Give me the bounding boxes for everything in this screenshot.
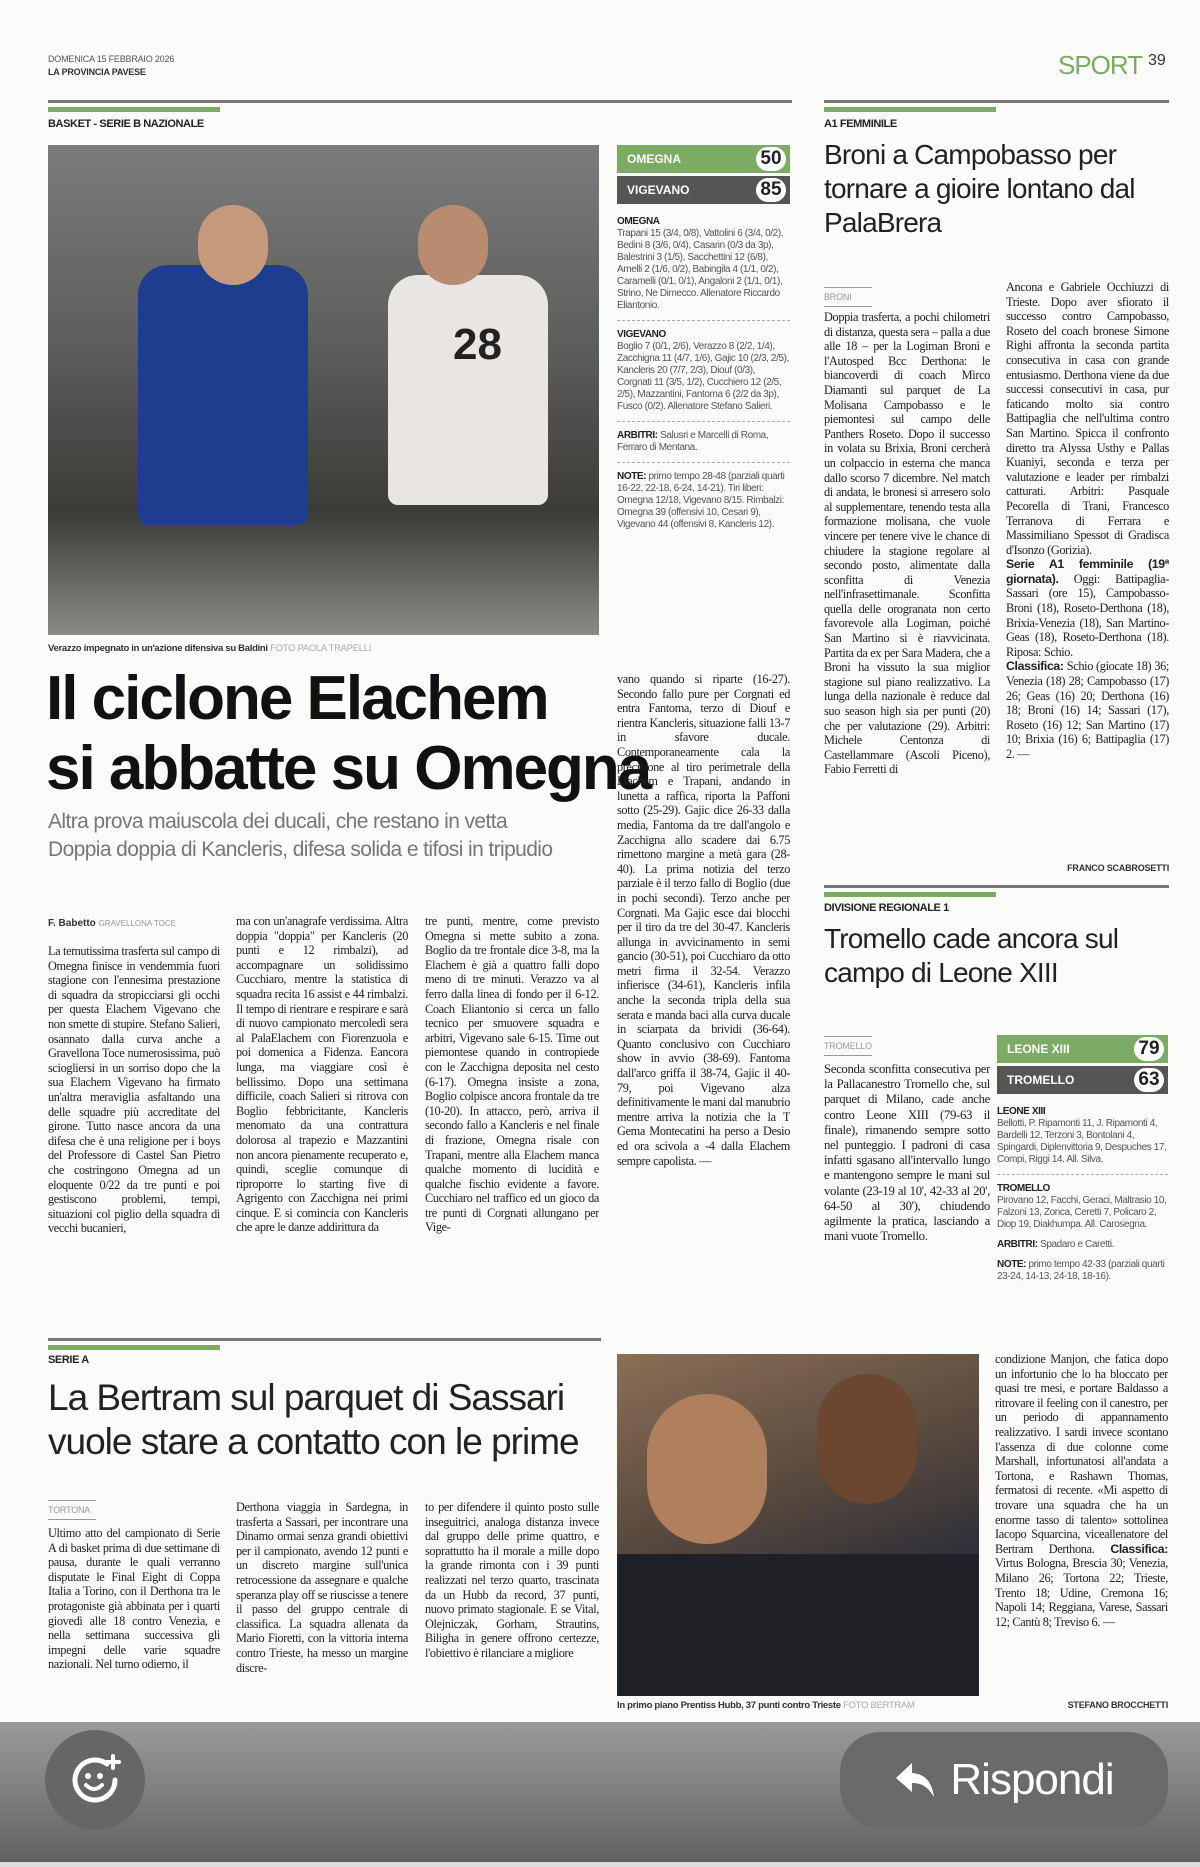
referees-text: Salusri e Marcelli di Roma, Ferraro di Mentana. <box>617 430 769 453</box>
schedule-label: Serie A1 femminile (19ª giornata). <box>1006 557 1169 586</box>
team-lineup: Bellotti, P. Ripamonti 11, J. Ripamonti 4, Bardelli 12, Terzoni 3, Bontolani 4, Spingardi, Diplenvittoria 9, Despuches 17, Compi, Riggi 14. All. Silva. <box>997 1118 1167 1165</box>
team-score: 50 <box>756 147 786 171</box>
photo-credit: FOTO PAOLA TRAPELLI <box>270 643 372 654</box>
player-head <box>418 205 488 285</box>
dateline: BRONI <box>824 287 872 307</box>
divider <box>48 100 792 103</box>
player-blue-jersey <box>138 265 308 525</box>
article-column: to per difendere il quinto posto sulle inseguitrici, analoga distanza invece dal gruppo delle prime quattro, e soprattutto ha il morale a mille dopo la grande rimonta con i 39 punti realizzati nel terzo quarto, trascinata da un Hubb da record, 37 punti, nuovo primato stagionale. E se Vital, Olejniczak, Gorham, Strautins, Biligha in genere offrono certezze, l'obiettivo è rilanciare a migliore <box>425 1500 599 1660</box>
signature: FRANCO SCABROSETTI <box>1067 863 1169 873</box>
divider <box>824 100 1169 103</box>
section-title: SPORT <box>1058 50 1143 80</box>
headline: Broni a Campobasso per tornare a gioire lontano dal PalaBrera <box>824 139 1135 238</box>
referees <box>997 1239 1168 1251</box>
team-heading: OMEGNA <box>617 216 660 227</box>
article-column: Derthona viaggia in Sardegna, in trasferta a Sassari, per incontrare una Dinamo ormai senza grandi obiettivi per il campionato, avendo 12 punti e un discreto margine sull'unica retrocessione da assegnare e qualche speranza play off se riuscisse a tenere il passo del gruppo centrale di classifica. La squadra allenata da Mario Fioretti, con la vittoria interna contro Trieste, ha messo un margine discre- <box>236 1500 408 1675</box>
team-name: OMEGNA <box>627 152 681 166</box>
jersey-number: 28 <box>453 320 502 369</box>
subheadline-line: Doppia doppia di Kancleris, difesa solida e tifosi in tripudio <box>48 838 553 861</box>
notes-text: primo tempo 42-33 (parziali quarti 23-24, 14-13, 24-18, 18-16). <box>997 1259 1165 1282</box>
scoreboard-home <box>617 145 790 173</box>
player-head <box>198 205 268 285</box>
article-column: tre punti, mentre, come previsto Omegna si mette subito a zona. Boglio da tre frontale dice 3-8, ma la Elachem è già a quattro falli dopo meno di tre minuti. Verazzo va al ferro dalla linea di fondo per il 6-12. Coach Eliantonio si cerca un fallo tecnico per smuovere squadra e arbitri, Vigevano sale 6-15. Time out piemontese quando in contropiede con le Zacchigna deposita nel cesto (6-17). Omegna insiste a zona, Boglio colpisce ancora frontale da tre (10-20). In attacco, però, arriva il secondo fallo a Kancleris e nel finale di frazione, Omegna risale con Trapani, mentre alla Elachem manca qualche momento di lucidità e qualche fischio evidente a favore. Cucchiaro nel traffico ed un gioco da tre punti di Corgnati allungano per Vige- <box>425 914 599 1235</box>
add-reaction-icon <box>67 1752 123 1808</box>
dateline: GRAVELLONA TOCE <box>98 919 176 928</box>
schedule-text: Oggi: Battipaglia-Sassari (ore 15), Campobasso-Broni (18), Roseto-Derthona (18), Brixia-Venezia (18), San Martino-Geas (18), Roseto-Derthona (18). Riposa: Schio. <box>1006 571 1169 659</box>
divider <box>824 892 996 897</box>
divider <box>824 885 1169 888</box>
headline <box>46 664 650 804</box>
divider <box>824 107 996 112</box>
player-face <box>647 1394 767 1544</box>
photo-caption <box>617 1700 915 1711</box>
article-text: condizione Manjon, che fatica dopo un infortunio che lo ha bloccato per quasi tre mesi, e portare Baldasso a ritrovare il feeling con il canestro, per un periodo di appannamento realizzativo. I sardi invece scontano l'assenza di due colonne come Marshall, infortunatosi all'andata a Tortona, e Rashawn Thomas, fermatosi di recente. «Mi aspetto di trovare una squadra che ha un enorme tasso di talento» sottolinea Iacopo Squarcina, viceallenatore del Bertram Derthona. <box>995 1352 1168 1556</box>
reply-label: Rispondi <box>950 1755 1114 1804</box>
headline-line: vuole stare a contatto con le prime <box>48 1421 579 1462</box>
caption-text: In primo piano Prentiss Hubb, 37 punti contro Trieste <box>617 1700 841 1711</box>
article-text: Ancona e Gabriele Occhiuzzi di Trieste. Dopo aver sfiorato il successo contro Campobasso, Roseto del coach bronese Simone Righi affronta la seconda partita consecutiva in casa con grande entusiasmo. Derthona viene da due successi consecutivi in casa, pur faticando molto sia contro Battipaglia che nell'ultima contro San Martino. Spicca il confronto diretto tra Alyssa Usthy e Pallas Kuaniyi, seconda e terza per valutazione e leader per rimbalzi catturati. Arbitri: Pasquale Pecorella di Trani, Francesco Terranova di Ferrara e Massimiliano Spessot di Gradisca d'Isonzo (Gorizia). <box>1006 280 1169 557</box>
notes-label: NOTE: <box>997 1259 1027 1270</box>
caption-text: Verazzo impegnato in un'azione difensiva su Baldini <box>48 643 268 654</box>
add-reaction-button[interactable] <box>45 1730 145 1830</box>
subheadline-line: Altra prova maiuscola dei ducali, che restano in vetta <box>48 810 508 833</box>
team-heading: VIGEVANO <box>617 329 666 340</box>
dateline: TORTONA <box>48 1500 96 1520</box>
article-column: Doppia trasferta, a pochi chilometri di distanza, questa sera – palla a due alle 18 – per la Logiman Broni e l'Autosped Bcc Derthona: le biancoverdi di coach Mirco Diamanti sul parquet de La Molisana Campobasso e le piemontesi sul campo delle Panthers Roseto. Dopo il successo in volata su Brixia, Broni cercherà un colpaccio in esterna che manca dallo scorso 7 dicembre. Nel match di andata, le bronesi si arresero solo al supplementare, tenendo testa alla formazione molisana, che vuole vincere per tenere vive le chance di chiudere la stagione regolare al secondo posto, alimentate dalla sconfitta di Venezia nell'infrasettimanale. Sconfitta quella delle orogranata non certo favorevole alla Logiman, poiché San Martino si è riavvicinata. Partita da ex per Sara Madera, che a Broni ha vissuto la sua miglior stagione sul piano realizzativo. La lunga della nazionale è reduce dal suo season high sia per punti (20) che per valutazione (29). Arbitri: Michele Centonza di Castellammare (Ascoli Piceno), Fabio Ferretti di <box>824 310 990 777</box>
standings-text: Virtus Bologna, Brescia 30; Venezia, Milano 26; Tortona 22; Trieste, Trento 18; Udine, Cremona 16; Napoli 14; Reggiana, Varese, Sassari 12; Cantù 8; Treviso 6. — <box>995 1556 1168 1629</box>
article-column <box>995 1352 1168 1697</box>
match-box-score <box>617 216 790 531</box>
article-column: Seconda sconfitta consecutiva per la Pallacanestro Tromello che, sul parquet di Milano, cade anche contro Leone XIII (79-63 il finale), rimanendo sempre sotto nel punteggio. I padroni di casa infatti sgasano all'intervallo lungo e mantengono sempre le mani sul volante (23-19 al 10', 42-33 al 20', 64-50 al 30'), chiudendo agilmente la pratica, lasciando a mani vuote Tromello. <box>824 1062 990 1244</box>
reply-button[interactable] <box>840 1732 1168 1828</box>
bottom-edge <box>0 1862 1200 1867</box>
referees-label: ARBITRI: <box>997 1239 1038 1250</box>
scoreboard-away <box>617 176 790 204</box>
standings-label: Classifica: <box>1110 1541 1168 1556</box>
article-photo <box>617 1354 979 1696</box>
section-kicker: SERIE A <box>48 1354 89 1366</box>
section-kicker: DIVISIONE REGIONALE 1 <box>824 902 949 914</box>
referees-text: Spadaro e Caretti. <box>1040 1239 1115 1250</box>
article-column: ma con un'anagrafe verdissima. Altra doppia "doppia" per Kancleris (20 punti e 12 rimbalzi), ad accompagnare un solidissimo Cucchiaro, mentre la statistica di squadra recita 16 assist e 44 rimbalzi. Il tempo di rientrare e respirare e sarà di nuovo campionato mercoledì sera al PalaElachem con Fiorenzuola e poi domenica a Fidenza. Eancora lunga, ma viaggiare così è bellissimo. Dopo una settimana difficile, coach Salieri si ritrova con Boglio febbricitante, Kancleris menomato da una contrattura dolorosa al trapezio e Mazzantini non ancora pienamente recuperato e, quindi, sceglie comunque di riproporre lo starting five di Agrigento con Zacchigna nei primi cinque. E si comincia con Kancleris che apre le danze addirittura da <box>236 914 408 1235</box>
notes-label: NOTE: <box>617 471 647 482</box>
article-column: vano quando si riparte (16-27). Secondo fallo pure per Corgnati ed entra Fantoma, terzo di Diouf e rientra Kancleris, situazione falli 13-7 in sfavore ducale. Contemporaneamente cala la precisione al tiro perimetrale della Elachem e Trapani, andando in lunetta a raffica, riporta la Paffoni sotto (25-29). Gajic dice 26-33 dalla media, Fantoma da tre dall'angolo e Zacchigna allo scadere dai 6.75 rimettono margine a metà gara (28-40). La prima notizia del terzo parziale è il terzo fallo di Boglio (due in pochi secondi). Terzo anche per Corgnati. Ma Gajic esce dai blocchi per il tiro da tre del 30-47. Kancleris allunga in avvicinamento in semi gancio (30-51), poi Cucchiaro da otto metri firma il 32-54. Verazzo infierisce (34-61), Kancleris infila anche la seconda tripla della sua serata e manda baci alla curva ducale in sciarpata da brividi (36-64). Quanto conclusivo con Cucchiaro show in avvio (38-69). Fantoma dall'arco griffa il 38-74, Gajic il 40-79, poi Vigevano alza definitivamente le mani dal manubrio mentre arriva la notizia che la T Gema Montecatini ha perso a Desio ed ora scivola a -4 dalla Elachem sempre capolista. — <box>617 672 790 1168</box>
standings-text: Schio (giocate 18) 36; Venezia (18) 28; Campobasso (17) 26; Geas (16) 20; Derthona (16) 18; Broni (16) 14; Sassari (17), Roseto (16) 12; San Martino (17) 10; Brixia (16) 6; Battipaglia (17) 2. — <box>1006 659 1169 761</box>
player-white-jersey <box>388 275 548 505</box>
article-column <box>1006 280 1169 850</box>
player-jerseys <box>617 1554 979 1696</box>
section-kicker: A1 FEMMINILE <box>824 118 897 130</box>
photo-credit: FOTO BERTRAM <box>843 1700 915 1711</box>
dateline: TROMELLO <box>824 1036 872 1056</box>
headline: Tromello cade ancora sul campo di Leone XIII <box>824 923 1119 988</box>
article-column: Ultimo atto del campionato di Serie A di basket prima di due settimane di pausa, durante le quali verranno disputate le Final Eight di Coppa Italia a Torino, con il Derthona tra le protagoniste già abbinata per i quarti giovedì alle 18 contro Venezia, e nella settimana successiva gli impegni delle varie squadre nazionali. Nel turno odierno, il <box>48 1526 220 1672</box>
headline-line: si abbatte su Omegna <box>46 734 651 803</box>
match-notes <box>997 1259 1168 1283</box>
match-notes <box>617 471 790 531</box>
photo-caption <box>48 643 371 654</box>
team-lineup: Trapani 15 (3/4, 0/8), Vattolini 6 (3/4, 0/2), Bedini 8 (3/6, 0/4), Casarin (0/3 da 3p), Balestrini 3 (1/5), Sacchettini 12 (6/8), Amelli 2 (1/6, 0/2), Babingila 4 (1/1, 0/2), Caramelli (0/1, 0/1), Angaloni 2 (1/1, 0/1), Strino, Ne Dimecco. Allenatore Riccardo Eliantonio. <box>617 228 784 311</box>
page-number: 39 <box>1148 52 1166 69</box>
team-name: TROMELLO <box>1007 1073 1075 1087</box>
section-kicker: BASKET - SERIE B NAZIONALE <box>48 118 204 130</box>
team-lineup: Boglio 7 (0/1, 2/6), Verazzo 8 (2/2, 1/4), Zacchigna 11 (4/7, 1/6), Gajic 10 (2/3, 2/5), Kancleris 20 (7/7, 2/3), Diouf (0/3), Corgnati 11 (3/5, 1/2), Cucchiero 12 (2/5, 2/5), Mazzantini, Fantoma 6 (2/2 da 3p), Fusco (0/2). Allenatore Stefano Salieri. <box>617 341 789 412</box>
byline <box>48 918 176 929</box>
headline-line: Il ciclone Elachem <box>46 664 548 733</box>
divider <box>48 107 220 112</box>
signature: STEFANO BROCCHETTI <box>1067 1700 1168 1710</box>
newspaper-name: LA PROVINCIA PAVESE <box>48 67 146 77</box>
match-box-score <box>997 1106 1168 1283</box>
player-face <box>817 1374 917 1504</box>
notes-text: primo tempo 28-48 (parziali quarti 16-22, 22-18, 6-24, 14-21). Tiri liberi: Omegna 12/18, Vigevano 8/15. Rimbalzi: Omegna 39 (offensivi 10, Cesari 9), Vigevano 44 (offensivi 8, Kancleris 12). <box>617 471 785 530</box>
reply-arrow-icon <box>894 1759 936 1801</box>
team-score: 63 <box>1134 1068 1164 1092</box>
scoreboard-home <box>997 1035 1168 1063</box>
team-score: 79 <box>1134 1037 1164 1061</box>
standings-label: Classifica: <box>1006 659 1064 674</box>
team-heading: LEONE XIII <box>997 1106 1046 1117</box>
divider <box>48 1345 220 1350</box>
article-column: La temutissima trasferta sul campo di Omegna finisce in vendemmia fuori stagione con l'ennesima prestazione di squadra da stropicciarsi gli occhi per questa Elachem Vigevano che non smette di stupire. Stefano Salieri, osannato dalla curva anche a Gravellona Toce numerosissima, può sciogliersi in un sorriso dopo che la sua Elachem Vigevano ha firmato un'altra meraviglia asfaltando una delle squadre più accreditate del girone. Tutto nasce ancora da una difesa che è una religione per i boys del Professore di Castel San Pietro che costringono Omegna ad un eloquente 0/22 da tre punti e poi gestiscono problemi, tempi, situazioni col piglio della squadra di vecchi bucanieri, <box>48 944 220 1236</box>
article-photo <box>48 145 599 635</box>
scoreboard-away <box>997 1066 1168 1094</box>
subheadline <box>48 808 552 864</box>
team-score: 85 <box>756 178 786 202</box>
team-name: VIGEVANO <box>627 183 690 197</box>
author: F. Babetto <box>48 918 96 929</box>
issue-date: DOMENICA 15 FEBBRAIO 2026 <box>48 54 175 64</box>
team-lineup: Pirovano 12, Facchi, Geraci, Maltrasio 10, Falzoni 13, Zonca, Ceretti 7, Policaro 2, Diop 19, Diakhumpa. All. Carosegna. <box>997 1195 1167 1230</box>
divider <box>48 1338 601 1341</box>
referees <box>617 430 790 454</box>
team-name: LEONE XIII <box>1007 1042 1070 1056</box>
headline-line: La Bertram sul parquet di Sassari <box>48 1377 565 1418</box>
referees-label: ARBITRI: <box>617 430 658 441</box>
team-heading: TROMELLO <box>997 1183 1050 1194</box>
headline <box>48 1376 579 1464</box>
